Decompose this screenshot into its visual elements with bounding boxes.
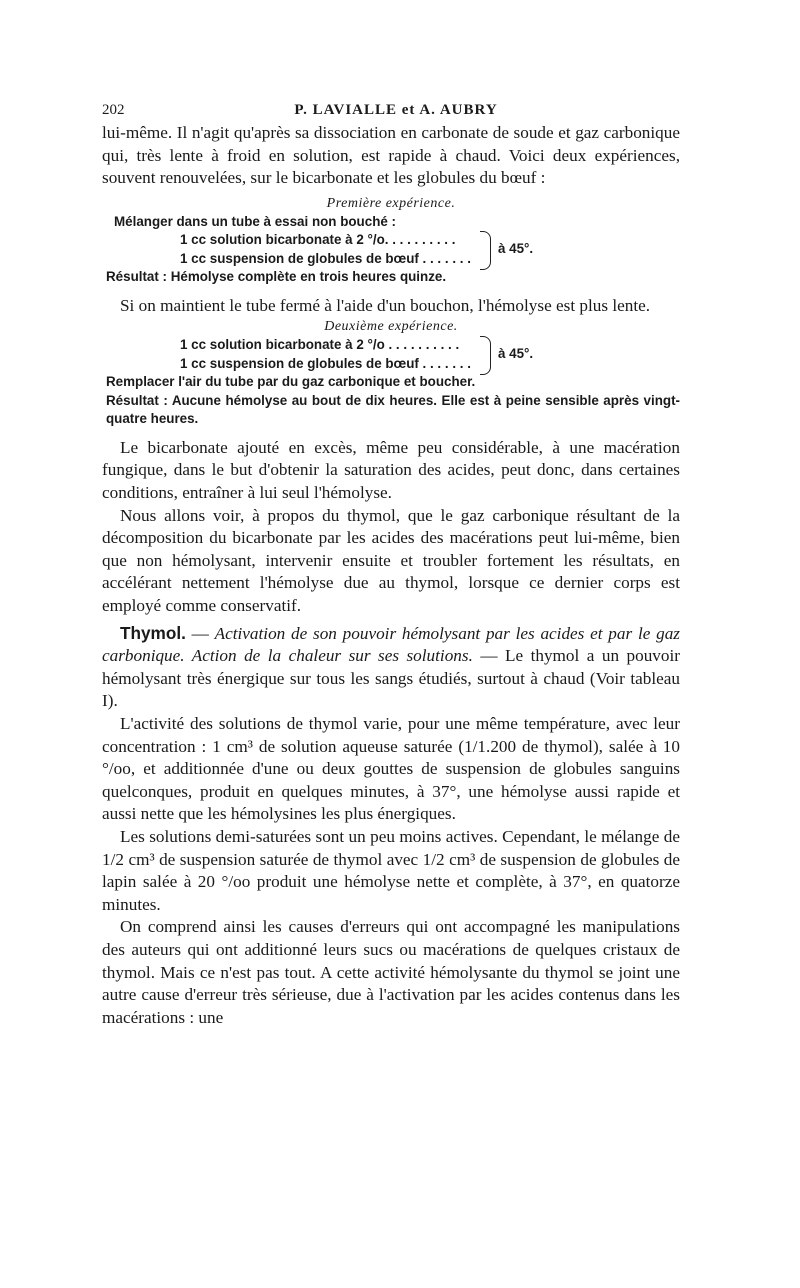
thymol-heading: Thymol.: [120, 622, 186, 643]
brace: [480, 231, 491, 270]
experiment-1-line-2: 1 cc suspension de globules de bœuf . . . . . . .: [180, 250, 471, 266]
running-title: P. LAVIALLE et A. AUBRY: [294, 102, 498, 118]
page: [102, 98, 680, 1029]
experiment-2-line-1: 1 cc solution bicarbonate à 2 °/o . . . . . . . . . .: [180, 337, 460, 353]
experiment-2-line-2: 1 cc suspension de globules de bœuf . . . . . . .: [180, 355, 471, 371]
experiment-2-recipe: [180, 336, 590, 373]
experiment-1-line-1: 1 cc solution bicarbonate à 2 °/o. . . . . . . . . .: [180, 232, 456, 248]
paragraph-demi-saturees: Les solutions demi-saturées sont un peu moins actives. Cependant, le mélange de 1/2 cm³ de suspension saturée de thymol avec 1/2 cm³ de suspension de globules de lapin salée à 20 °/oo produit une hémolyse nette et complète, à 37°, en quatorze minutes.: [102, 826, 680, 914]
paragraph-erreurs: On comprend ainsi les causes d'erreurs qui ont accompagné les manipulations des auteurs qui ont additionné leurs sucs ou macérations de quelques cristaux de thymol. Mais ce n'est pas tout. A cette activité hémolysante du thymol se joint une autre cause d'erreur très sérieuse, due à l'activation par les acides contenus dans les macérations : une: [102, 917, 680, 1027]
thymol-subtitle: Activation de son pouvoir hémolysant par les acides et par le gaz carbonique. Action de la chaleur sur ses solutions.: [102, 623, 680, 666]
thymol-dash: —: [185, 623, 215, 643]
experiment-1-temperature: à 45°.: [498, 241, 534, 257]
intro-paragraph: lui-même. Il n'agit qu'après sa dissociation en carbonate de soude et gaz carbonique qui, très lente à froid en solution, est rapide à chaud. Voici deux expériences, souvent renouvelées, sur le bicarbonate et les globules du bœuf :: [102, 123, 680, 188]
paragraph-gaz-carbonique: Nous allons voir, à propos du thymol, que le gaz carbonique résultant de la décomposition du bicarbonate par les acides des macérations peut lui-même, bien que non hémolysant, intervenir ensuite et troubler fortement les résultats, en accélérant nettement l'hémolyse due au thymol, lorsque ce dernier corps est employé comme conservatif.: [102, 505, 680, 616]
paragraph-concentration: L'activité des solutions de thymol varie, pour une même température, avec leur concentration : 1 cm³ de solution aqueuse saturée (1/1.200 de thymol), salée à 10 °/oo, et additionnée d'une ou deux gouttes de suspension de globules sanguins quelconques, produit en quelques minutes, à 37°, une hémolyse aussi rapide et aussi nette que les hémolysines les plus énergiques.: [102, 714, 680, 824]
page-number: 202: [102, 102, 125, 118]
thymol-text: — Le thymol a un pouvoir hémolysant très énergique sur tous les sangs étudiés, surtout à chaud (Voir tableau I).: [102, 646, 680, 711]
experiment-2-result: Résultat : Aucune hémolyse au bout de dix heures. Elle est à peine sensible après vingt-quatre heures.: [106, 392, 680, 427]
experiment-1-recipe: [180, 231, 590, 268]
experiment-1-title: Première expérience.: [326, 195, 456, 211]
experiment-2-replace: Remplacer l'air du tube par du gaz carbonique et boucher.: [106, 374, 476, 390]
experiment-2-title: Deuxième expérience.: [324, 319, 458, 335]
experiment-2-temperature: à 45°.: [498, 346, 534, 362]
page-header: [102, 98, 680, 122]
thymol-paragraph: [102, 622, 680, 713]
experiment-1-result: Résultat : Hémolyse complète en trois heures quinze.: [106, 269, 447, 285]
brace: [480, 336, 491, 375]
paragraph-bicarbonate: Le bicarbonate ajouté en excès, même peu considérable, à une macération fungique, dans le but d'obtenir la saturation des acides, peut donc, dans certaines conditions, entraîner à lui seul l'hémolyse.: [102, 437, 680, 503]
middle-paragraph: Si on maintient le tube fermé à l'aide d'un bouchon, l'hémolyse est plus lente.: [120, 295, 651, 315]
experiment-1-instruction: Mélanger dans un tube à essai non bouché :: [114, 213, 396, 229]
